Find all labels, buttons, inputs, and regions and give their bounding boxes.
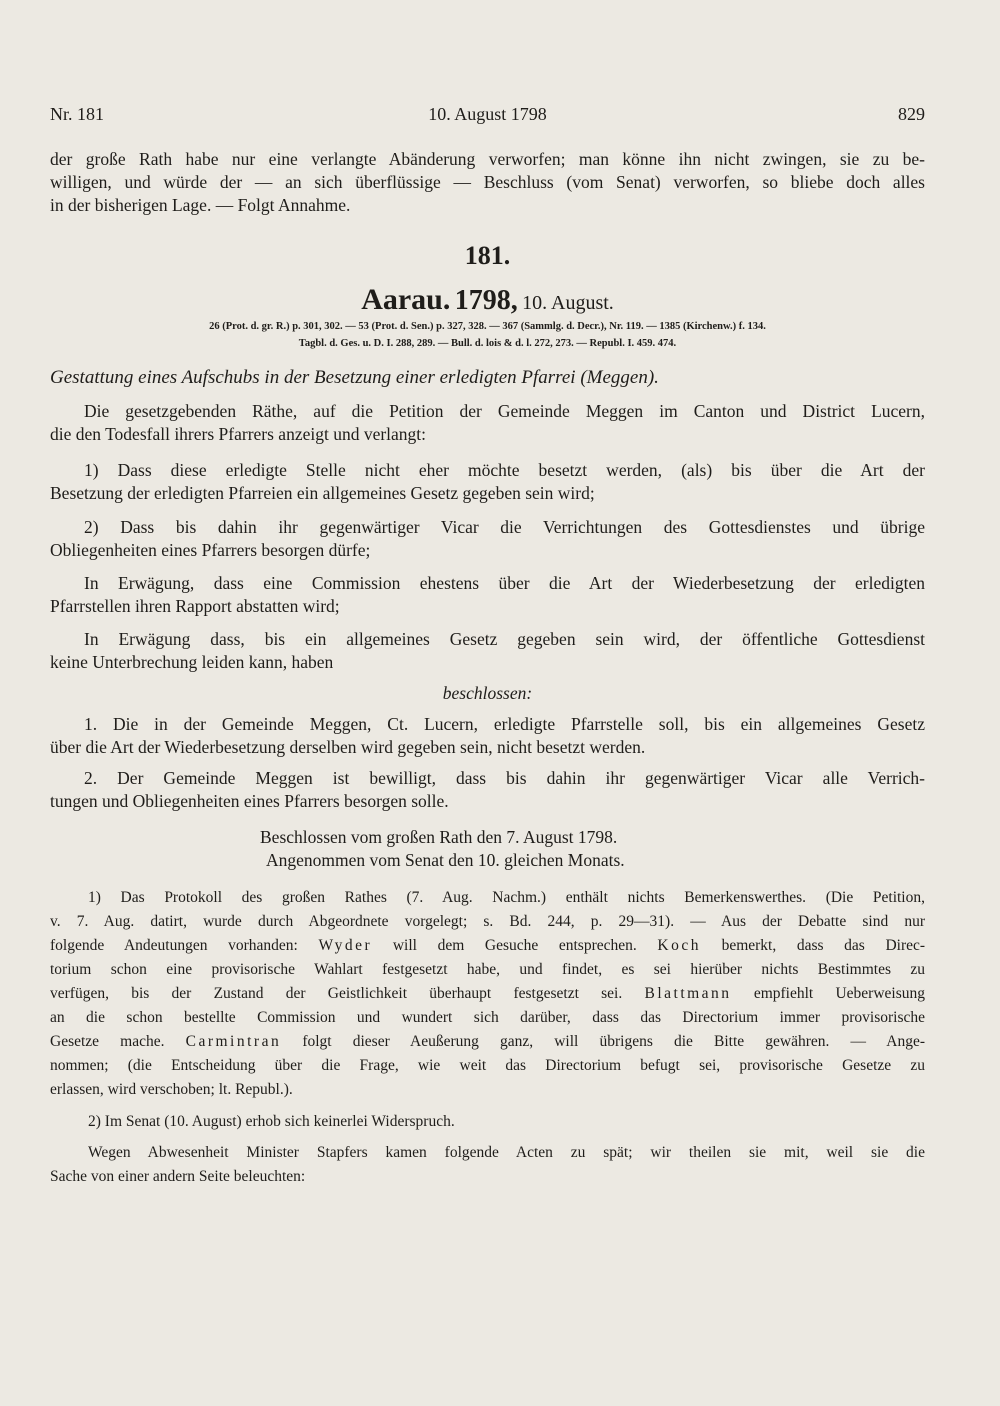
footnote-1-line: erlassen, wird verschoben; lt. Republ.). bbox=[50, 1081, 293, 1098]
closing-line: Wegen Abwesenheit Minister Stapfers kamen folgende Acten zu spät; wir theilen sie mit, weil sie die bbox=[88, 1144, 925, 1161]
document-subject: Gestattung eines Aufschubs in der Besetzung einer erledigten Pfarrei (Meggen). bbox=[50, 367, 659, 388]
resolution-heading: beschlossen: bbox=[442, 683, 533, 703]
speaker-name: Blattmann bbox=[644, 985, 732, 1002]
footnote-2: 2) Im Senat (10. August) erhob sich keinerlei Widerspruch. bbox=[88, 1113, 455, 1130]
article-1-line: 1. Die in der Gemeinde Meggen, Ct. Lucern, erledigte Pfarrstelle soll, bis ein allgemeines Gesetz bbox=[84, 714, 925, 734]
speaker-name: Wyder bbox=[318, 937, 373, 954]
signature-senate: Angenommen vom Senat den 10. gleichen Monats. bbox=[266, 850, 625, 870]
page-number: 829 bbox=[898, 104, 925, 124]
article-2-line: 2. Der Gemeinde Meggen ist bewilligt, dass bis dahin ihr gegenwärtiger Vicar alle Verrich- bbox=[84, 768, 925, 788]
consideration-1-line: Pfarrstellen ihren Rapport abstatten wird; bbox=[50, 596, 340, 616]
consideration-1-line: In Erwägung, dass eine Commission ehestens über die Art der Wiederbesetzung der erledigten bbox=[84, 573, 925, 593]
request-2-line: 2) Dass bis dahin ihr gegenwärtiger Vicar die Verrichtungen des Gottesdienstes und übrige bbox=[84, 517, 925, 537]
footnote-1-line: an die schon bestellte Commission und wundert sich darüber, dass das Directorium immer provisorische bbox=[50, 1009, 925, 1026]
footnote-1-line: v. 7. Aug. datirt, wurde durch Abgeordnete vorgelegt; s. Bd. 244, p. 29—31). — Aus der Debatte sind nur bbox=[50, 913, 925, 930]
source-references: Tagbl. d. Ges. u. D. I. 288, 289. — Bull. d. lois & d. l. 272, 273. — Republ. I. 459. 474. bbox=[298, 338, 677, 349]
signature-great-council: Beschlossen vom großen Rath den 7. August 1798. bbox=[260, 827, 618, 847]
request-2-line: Obliegenheiten eines Pfarrers besorgen dürfe; bbox=[50, 540, 371, 560]
consideration-2-line: In Erwägung dass, bis ein allgemeines Gesetz gegeben sein wird, der öffentliche Gottesdienst bbox=[84, 629, 925, 649]
document-date: 10. August. bbox=[522, 292, 614, 314]
intro-line: in der bisherigen Lage. — Folgt Annahme. bbox=[50, 195, 351, 215]
source-references: 26 (Prot. d. gr. R.) p. 301, 302. — 53 (Prot. d. Sen.) p. 327, 328. — 367 (Sammlg. d. Decr.), Nr. 119. — 1385 (Kirchenw.) f. 134. bbox=[209, 321, 766, 332]
footnote-1-line: Gesetze mache. Carmintran folgt dieser Aeußerung ganz, will übrigens die Bitte gewähren. — Ange- bbox=[50, 1033, 926, 1050]
article-2-line: tungen und Obliegenheiten eines Pfarrers besorgen solle. bbox=[50, 791, 449, 811]
document-place-date bbox=[50, 283, 925, 320]
intro-line: der große Rath habe nur eine verlangte Abänderung verworfen; man könne ihn nicht zwingen, sie zu be- bbox=[50, 149, 925, 169]
footnote-1-line: folgende Andeutungen vorhanden: Wyder will dem Gesuche entsprechen. Koch bemerkt, dass das Direc- bbox=[50, 937, 926, 954]
footnote-1-line: torium schon eine provisorische Wahlart festgesetzt habe, und findet, es sei hierüber nichts Bestimmtes zu bbox=[50, 961, 925, 978]
article-1-line: über die Art der Wiederbesetzung derselben wird gegeben sein, nicht besetzt werden. bbox=[50, 737, 646, 757]
request-1-line: Besetzung der erledigten Pfarreien ein allgemeines Gesetz gegeben sein wird; bbox=[50, 483, 595, 503]
consideration-2-line: keine Unterbrechung leiden kann, haben bbox=[50, 652, 334, 672]
footnote-1-line: verfügen, bis der Zustand der Geistlichkeit überhaupt festgesetzt sei. Blattmann empfiehlt Ueberweisung bbox=[50, 985, 925, 1002]
preamble-line: die den Todesfall ihrers Pfarrers anzeigt und verlangt: bbox=[50, 424, 427, 444]
speaker-name: Koch bbox=[657, 937, 701, 954]
intro-line: willigen, und würde der — an sich überflüssige — Beschluss (vom Senat) verworfen, so bliebe doch alles bbox=[50, 172, 925, 192]
footnote-1-line: 1) Das Protokoll des großen Rathes (7. Aug. Nachm.) enthält nichts Bemerkenswerthes. (Die Petition, bbox=[88, 889, 925, 906]
preamble-line: Die gesetzgebenden Räthe, auf die Petition der Gemeinde Meggen im Canton und District Lucern, bbox=[84, 401, 925, 421]
document-number: 181. bbox=[464, 241, 511, 270]
document-place: Aarau. bbox=[361, 283, 451, 316]
header-document-number: Nr. 181 bbox=[50, 104, 104, 124]
document-year: 1798, bbox=[454, 285, 518, 316]
request-1-line: 1) Dass diese erledigte Stelle nicht eher möchte besetzt werden, (als) bis über die Art der bbox=[84, 460, 925, 480]
footnote-1-line: nommen; (die Entscheidung über die Frage, wie weit das Directorium befugt sei, provisorische Gesetze zu bbox=[50, 1057, 925, 1074]
header-date: 10. August 1798 bbox=[428, 104, 547, 124]
closing-line: Sache von einer andern Seite beleuchten: bbox=[50, 1168, 306, 1185]
speaker-name: Carmintran bbox=[185, 1033, 282, 1050]
